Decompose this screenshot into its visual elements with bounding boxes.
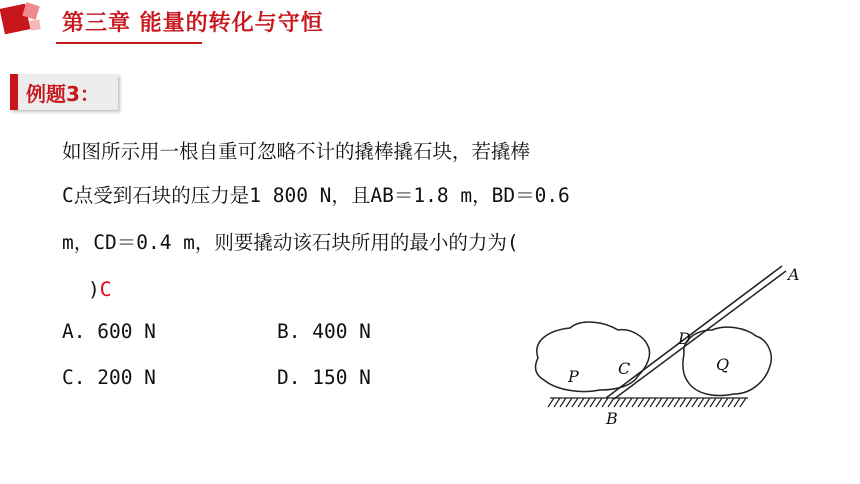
answer-bracket-close: ) <box>88 278 100 301</box>
title-underline <box>56 42 202 44</box>
option-a[interactable]: A. 600 N <box>62 320 156 343</box>
question-line-1: 如图所示用一根自重可忽略不计的撬棒撬石块，若撬棒 <box>62 140 531 163</box>
lever-diagram <box>520 258 810 428</box>
label-a: A <box>788 265 800 284</box>
ground-hatching <box>548 398 748 407</box>
label-b: B <box>606 409 618 428</box>
label-c: C <box>618 359 631 378</box>
chapter-logo-icon <box>0 0 52 46</box>
rock-p <box>536 322 650 391</box>
option-d[interactable]: D. 150 N <box>277 366 371 389</box>
label-q: Q <box>716 355 730 374</box>
example-label-accent <box>10 74 18 110</box>
chapter-title: 第三章 能量的转化与守恒 <box>62 11 324 36</box>
option-c[interactable]: C. 200 N <box>62 366 156 389</box>
label-p: P <box>568 367 579 386</box>
answer-value: C <box>99 278 112 301</box>
example-label-box <box>10 74 118 110</box>
option-b[interactable]: B. 400 N <box>277 320 371 343</box>
label-d: D <box>678 329 691 348</box>
question-line-3: m，CD＝0.4 m，则要撬动该石块所用的最小的力为( <box>62 231 519 254</box>
example-label: 例题3： <box>26 82 100 106</box>
question-line-2: C点受到石块的压力是1 800 N，且AB＝1.8 m，BD＝0.6 <box>62 184 570 207</box>
